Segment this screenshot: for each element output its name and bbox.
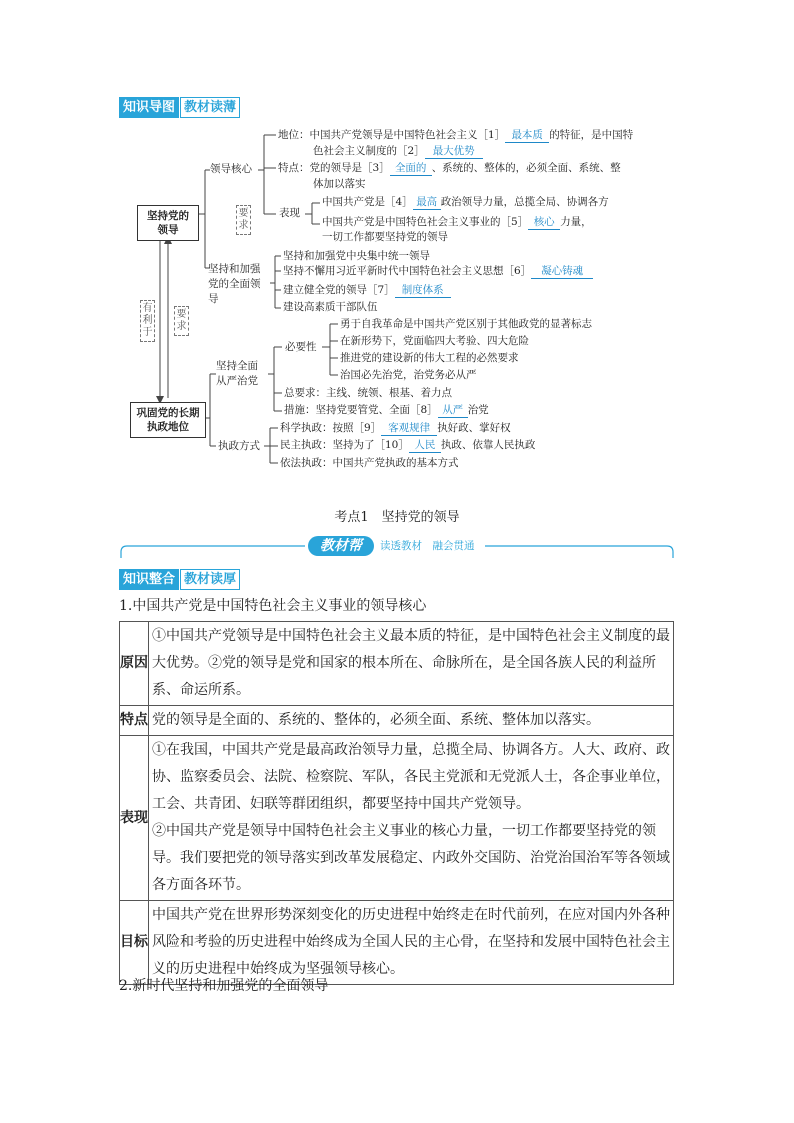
manifestation-para-2: ②中国共产党是领导中国特色社会主义事业的核心力量，一切工作都要坚持党的领导。我们要把党的领导落实到改革发展稳定、内政外交国防、治党治国治军等各领域各方面各环节。 — [152, 823, 670, 893]
feature-text-1: 特点：党的领导是［3］ — [278, 162, 390, 174]
answer-6: 凝心铸魂 — [531, 265, 593, 279]
necessity-item-3: 推进党的建设新的伟大工程的必然要求 — [340, 352, 519, 364]
table-row — [120, 622, 674, 706]
manifest-line-3: 一切工作都要坚持党的领导 — [322, 231, 448, 243]
row-body-manifestation — [149, 736, 674, 901]
manifest-line-1 — [322, 195, 609, 210]
comprehensive-text-2: 坚持不懈用习近平新时代中国特色社会主义思想［6］ — [283, 265, 532, 277]
feature-line-1 — [278, 161, 621, 176]
status-text-2: 的特征，是中国特 — [549, 129, 634, 141]
branch-manifestation: 表现 — [279, 207, 300, 219]
answer-10: 人民 — [409, 439, 441, 453]
answer-2: 最大优势 — [425, 145, 483, 159]
banner-main: 教材帮 — [308, 536, 374, 556]
node-consolidate-ruling-label: 巩固党的长期执政地位 — [136, 407, 200, 433]
manifest-text-2: 政治领导力量，总揽全局、协调各方 — [440, 196, 609, 208]
section-tags — [119, 568, 240, 590]
row-head-reason: 原因 — [120, 622, 149, 706]
branch-comprehensive-leadership: 坚持和加强党的全面领导 — [208, 263, 261, 305]
row-body-feature: 党的领导是全面的、系统的、整体的，必须全面、系统、整体加以落实。 — [149, 706, 674, 736]
necessity-item-2: 在新形势下，党面临四大考验、四大危险 — [340, 335, 529, 347]
comprehensive-item-4: 建设高素质干部队伍 — [283, 301, 378, 313]
link-require-1: 要求 — [174, 306, 189, 336]
manifest-text-1: 中国共产党是［4］ — [322, 196, 413, 208]
measures-line — [284, 403, 489, 418]
answer-9: 客观规律 — [381, 422, 437, 436]
answer-5: 核心 — [528, 216, 560, 230]
row-head-goal: 目标 — [120, 901, 149, 985]
answer-8: 从严 — [438, 404, 468, 418]
status-text-1: 地位：中国共产党领导是中国特色社会主义［1］ — [278, 129, 506, 141]
necessity-label: 必要性 — [285, 341, 317, 353]
manifest-text-4: 力量， — [560, 216, 592, 228]
necessity-item-1: 勇于自我革命是中国共产党区别于其他政党的显著标志 — [340, 318, 592, 330]
scientific-governance — [280, 421, 511, 436]
status-line-2 — [313, 144, 483, 159]
feature-text-2: 、系统的、整体的，必须全面、系统、整 — [431, 162, 621, 174]
measures-text-1: 措施：坚持党要管党、全面［8］ — [284, 404, 438, 416]
answer-7: 制度体系 — [395, 284, 451, 298]
branch-leadership-core: 领导核心 — [210, 163, 252, 175]
section-1-title: 1.中国共产党是中国特色社会主义事业的领导核心 — [119, 598, 427, 614]
manifest-text-3: 中国共产党是中国特色社会主义事业的［5］ — [322, 216, 529, 228]
answer-4: 最高 — [413, 196, 441, 210]
row-body-goal: 中国共产党在世界形势深刻变化的历史进程中始终走在时代前列，在应对国内外各种风险和考验的历史进程中始终成为全国人民的主心骨，在坚持和发展中国特色社会主义的历史进程中始终成为坚强领导核心。 — [149, 901, 674, 985]
row-head-manifestation: 表现 — [120, 736, 149, 901]
tag-knowledge-map: 知识导图 — [119, 97, 179, 118]
comprehensive-text-3: 建立健全党的领导［7］ — [283, 284, 395, 296]
row-head-feature: 特点 — [120, 706, 149, 736]
node-uphold-leadership-label: 坚持党的领导 — [147, 210, 189, 236]
manifest-line-2 — [322, 215, 592, 230]
table-row — [120, 706, 674, 736]
link-require-2: 要求 — [236, 205, 251, 235]
comprehensive-item-2 — [283, 264, 593, 279]
status-line-1 — [278, 128, 633, 143]
general-requirement: 总要求：主线、统领、根基、着力点 — [284, 387, 452, 399]
section-2-title: 2.新时代坚持和加强党的全面领导 — [119, 978, 329, 994]
democratic-text-1: 民主执政：坚持为了［10］ — [280, 439, 409, 451]
link-beneficial: 有利于 — [140, 300, 155, 342]
tag-knowledge-integration: 知识整合 — [119, 569, 179, 590]
table-row — [120, 901, 674, 985]
democratic-governance — [280, 438, 535, 453]
scientific-text-2: 执好政、掌好权 — [437, 422, 511, 434]
necessity-item-4: 治国必先治党，治党务必从严 — [340, 369, 477, 381]
node-consolidate-ruling — [130, 402, 206, 438]
branch-governing-method: 执政方式 — [218, 440, 260, 452]
branch-strict-governance: 坚持全面从严治党 — [216, 360, 258, 387]
feature-line-2: 体加以落实 — [313, 178, 366, 190]
lawful-governance: 依法执政：中国共产党执政的基本方式 — [280, 457, 459, 469]
scientific-text-1: 科学执政：按照［9］ — [280, 422, 382, 434]
answer-3: 全面的 — [390, 162, 432, 176]
node-uphold-leadership — [137, 205, 199, 241]
answer-1: 最本质 — [505, 129, 549, 143]
measures-text-2: 治党 — [467, 404, 489, 416]
table-row — [120, 736, 674, 901]
democratic-text-2: 执政、依靠人民执政 — [440, 439, 536, 451]
tag-textbook-thick: 教材读厚 — [180, 569, 240, 590]
comprehensive-item-3 — [283, 283, 451, 298]
comprehensive-item-1: 坚持和加强党中央集中统一领导 — [283, 250, 430, 262]
tag-textbook-thin: 教材读薄 — [180, 97, 240, 118]
exam-point-title: 考点1 坚持党的领导 — [334, 510, 460, 525]
knowledge-table — [119, 621, 674, 985]
row-body-reason: ①中国共产党领导是中国特色社会主义最本质的特征，是中国特色社会主义制度的最大优势。②党的领导是党和国家的根本所在、命脉所在，是全国各族人民的利益所系、命运所系。 — [149, 622, 674, 706]
banner-subtitle: 读透教材 融会贯通 — [380, 540, 475, 552]
status-text-3: 色社会主义制度的［2］ — [313, 145, 425, 157]
manifestation-para-1: ①在我国，中国共产党是最高政治领导力量，总揽全局、协调各方。人大、政府、政协、监察委员会、法院、检察院、军队，各民主党派和无党派人士，各企事业单位，工会、共青团、妇联等群团组织，都要坚持中国共产党领导。 — [152, 742, 670, 812]
